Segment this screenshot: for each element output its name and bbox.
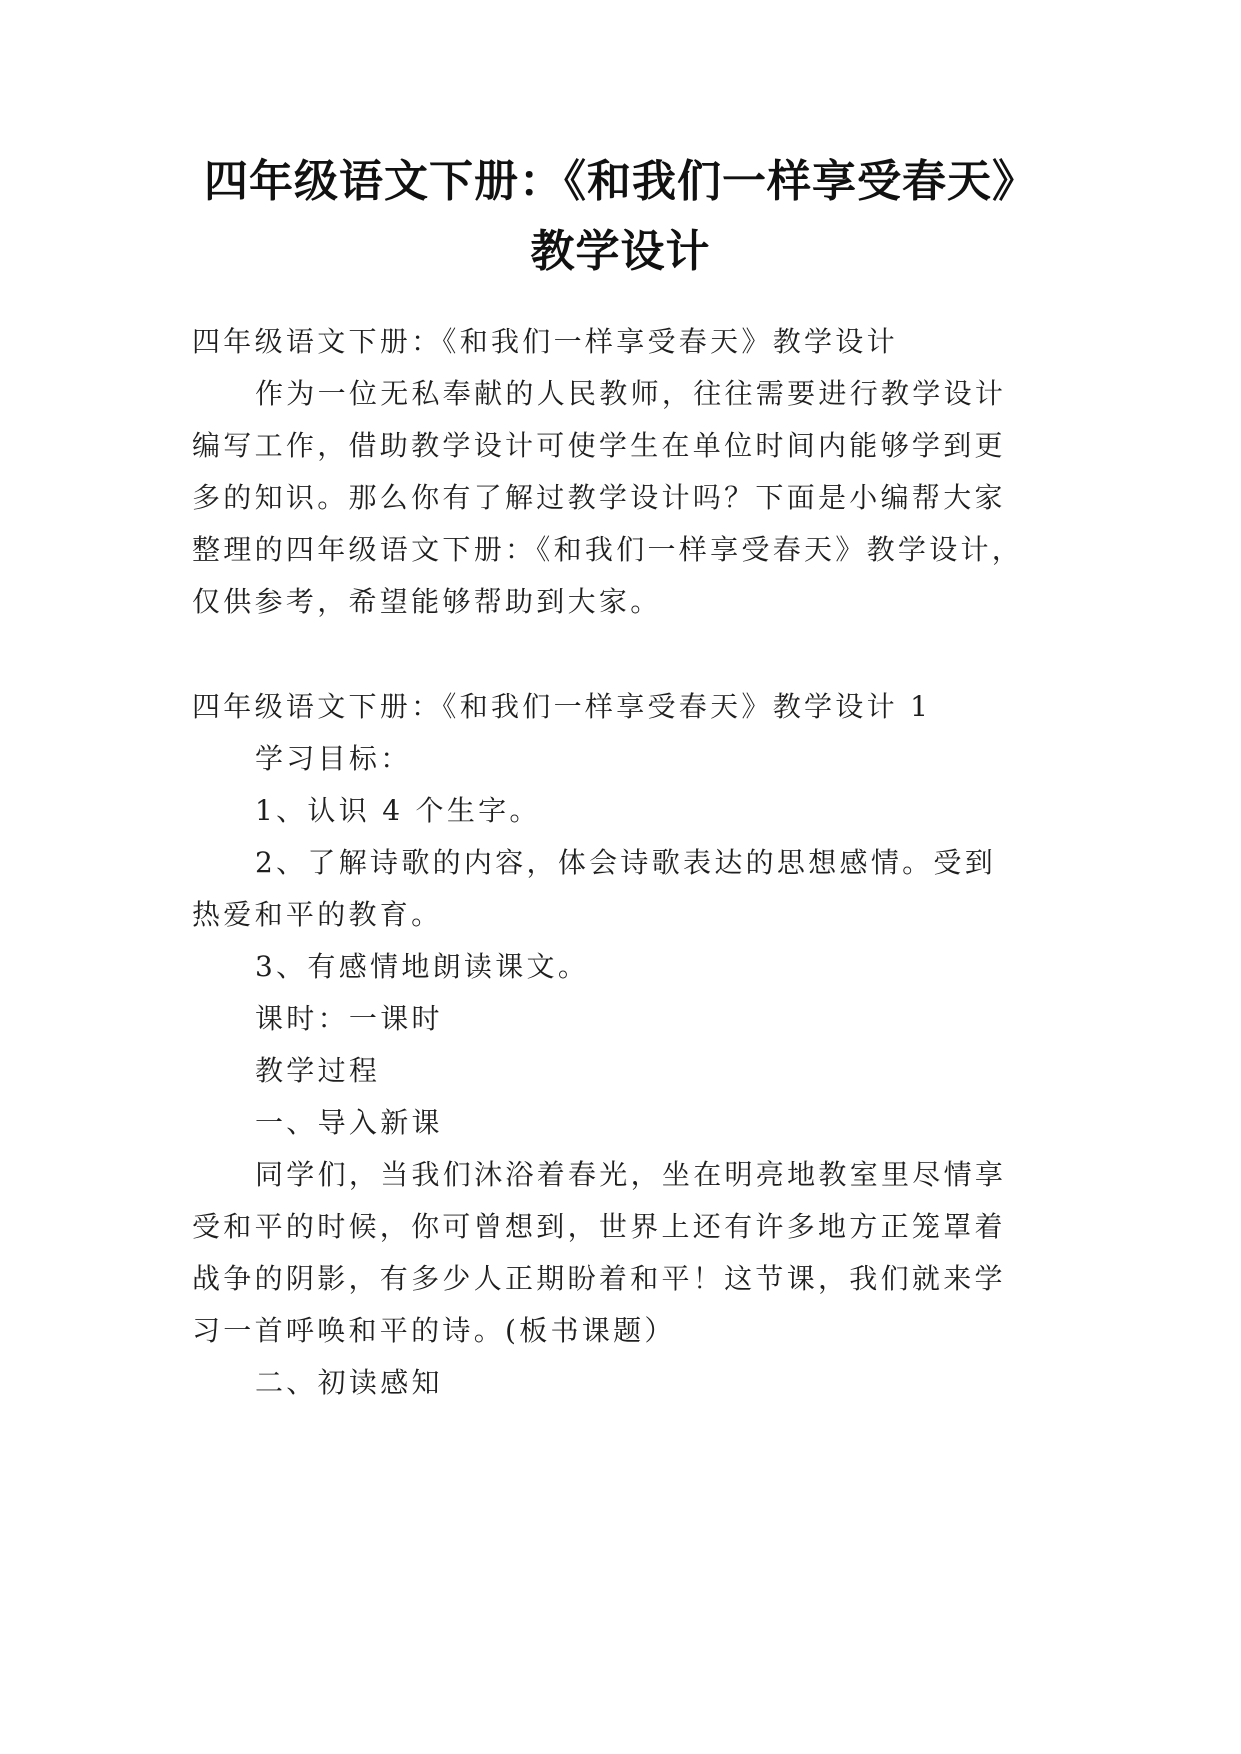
step-1-line: 同学们，当我们沐浴着春光，坐在明亮地教室里尽情享	[255, 1158, 1007, 1191]
intro-line: 多的知识。那么你有了解过教学设计吗？下面是小编帮大家	[192, 481, 1006, 514]
intro-line: 整理的四年级语文下册：《和我们一样享受春天》教学设计，	[192, 533, 1024, 566]
document-title-line-2: 教学设计	[530, 226, 711, 277]
step-1-line: 战争的阴影，有多少人正期盼着和平！这节课，我们就来学	[192, 1262, 1006, 1295]
step-2-heading: 二、初读感知	[255, 1366, 443, 1399]
section-heading: 四年级语文下册：《和我们一样享受春天》教学设计 1	[192, 690, 932, 723]
document-subtitle: 四年级语文下册：《和我们一样享受春天》教学设计	[192, 325, 898, 358]
intro-line: 编写工作，借助教学设计可使学生在单位时间内能够学到更	[192, 429, 1006, 462]
objective-2-line-1: 2、了解诗歌的内容，体会诗歌表达的思想感情。受到	[255, 846, 997, 879]
objectives-label: 学习目标：	[255, 742, 412, 775]
objective-1: 1、认识 4 个生字。	[255, 794, 541, 827]
objective-2-line-2: 热爱和平的教育。	[192, 898, 443, 931]
step-1-line: 习一首呼唤和平的诗。(板书课题）	[192, 1314, 676, 1347]
intro-line: 仅供参考，希望能够帮助到大家。	[192, 585, 662, 618]
objective-3: 3、有感情地朗读课文。	[255, 950, 590, 983]
intro-line: 作为一位无私奉献的人民教师，往往需要进行教学设计	[255, 377, 1007, 410]
step-1-line: 受和平的时候，你可曾想到，世界上还有许多地方正笼罩着	[192, 1210, 1006, 1243]
document-title-line-1: 四年级语文下册：《和我们一样享受春天》	[204, 156, 1037, 207]
class-hours: 课时：一课时	[255, 1002, 443, 1035]
process-label: 教学过程	[255, 1054, 381, 1087]
step-1-heading: 一、导入新课	[255, 1106, 443, 1139]
